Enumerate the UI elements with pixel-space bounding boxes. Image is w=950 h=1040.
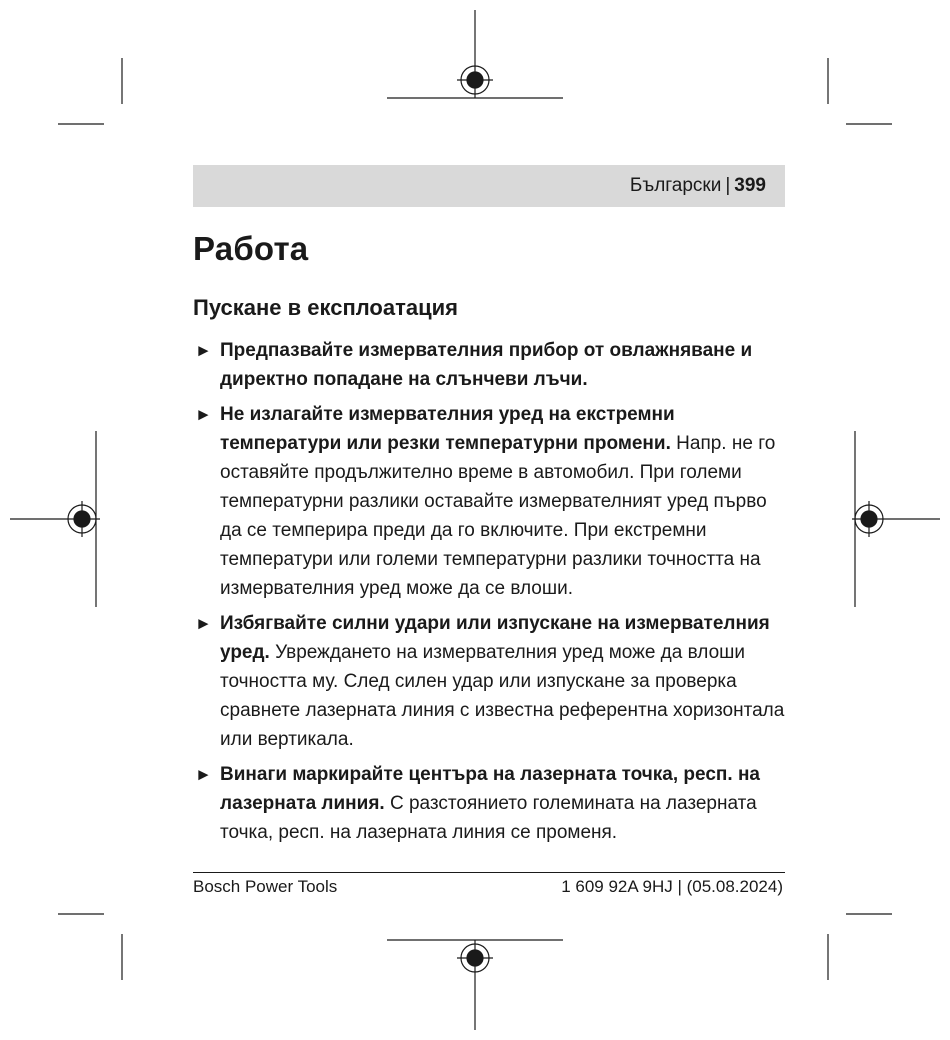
- item-description: Напр. не го оставяйте продължително време в автомобил. При големи температурни разлики оставайте измервателният уред първо да се темперира преди да го включите. При екстремни температури или големи температурни разлики точността на измервателния уред може да се влоши.: [220, 433, 776, 599]
- page-title: Работа: [193, 230, 309, 267]
- page-header: [193, 165, 785, 207]
- registration-mark-top: [387, 10, 563, 98]
- bullet-arrow-icon: ►: [195, 765, 212, 784]
- list-item: [193, 336, 793, 394]
- header-language: Български: [629, 175, 722, 196]
- registration-mark-bottom: [387, 940, 563, 1030]
- safety-instructions-list: [193, 336, 793, 853]
- section-title: Пускане в експлоатация: [193, 295, 458, 320]
- footer-document-id: 1 609 92A 9HJ | (05.08.2024): [561, 877, 783, 896]
- list-item: [193, 609, 793, 754]
- item-description: С разстоянието големината на лазерната точка, респ. на лазерната линия се променя.: [220, 793, 757, 843]
- list-item: [193, 760, 793, 847]
- registration-mark-right: [852, 431, 940, 607]
- item-warning: Предпазвайте измервателния прибор от овлажняване и директно попадане на слънчеви лъчи.: [220, 340, 753, 390]
- bullet-arrow-icon: ►: [195, 614, 212, 633]
- header-text: [630, 175, 766, 197]
- item-description: Увреждането на измервателния уред може да влоши точността му. След силен удар или изпускане за проверка сравнете лазерната линия с известна референтна хоризонтала или вертикала.: [220, 642, 785, 750]
- page-number: 399: [734, 175, 766, 196]
- registration-mark-left: [10, 431, 100, 607]
- list-item: [193, 400, 793, 603]
- item-warning: Избягвайте силни удари или изпускане на измервателния уред.: [220, 613, 770, 663]
- item-warning: Не излагайте измервателния уред на екстремни температури или резки температурни промени.: [220, 404, 675, 454]
- bullet-arrow-icon: ►: [195, 341, 212, 360]
- footer-publisher: Bosch Power Tools: [193, 877, 338, 896]
- bullet-arrow-icon: ►: [195, 405, 212, 424]
- footer-rule: [193, 872, 785, 873]
- item-warning: Винаги маркирайте центъра на лазерната точка, респ. на лазерната линия.: [220, 764, 760, 814]
- header-separator: |: [725, 175, 731, 196]
